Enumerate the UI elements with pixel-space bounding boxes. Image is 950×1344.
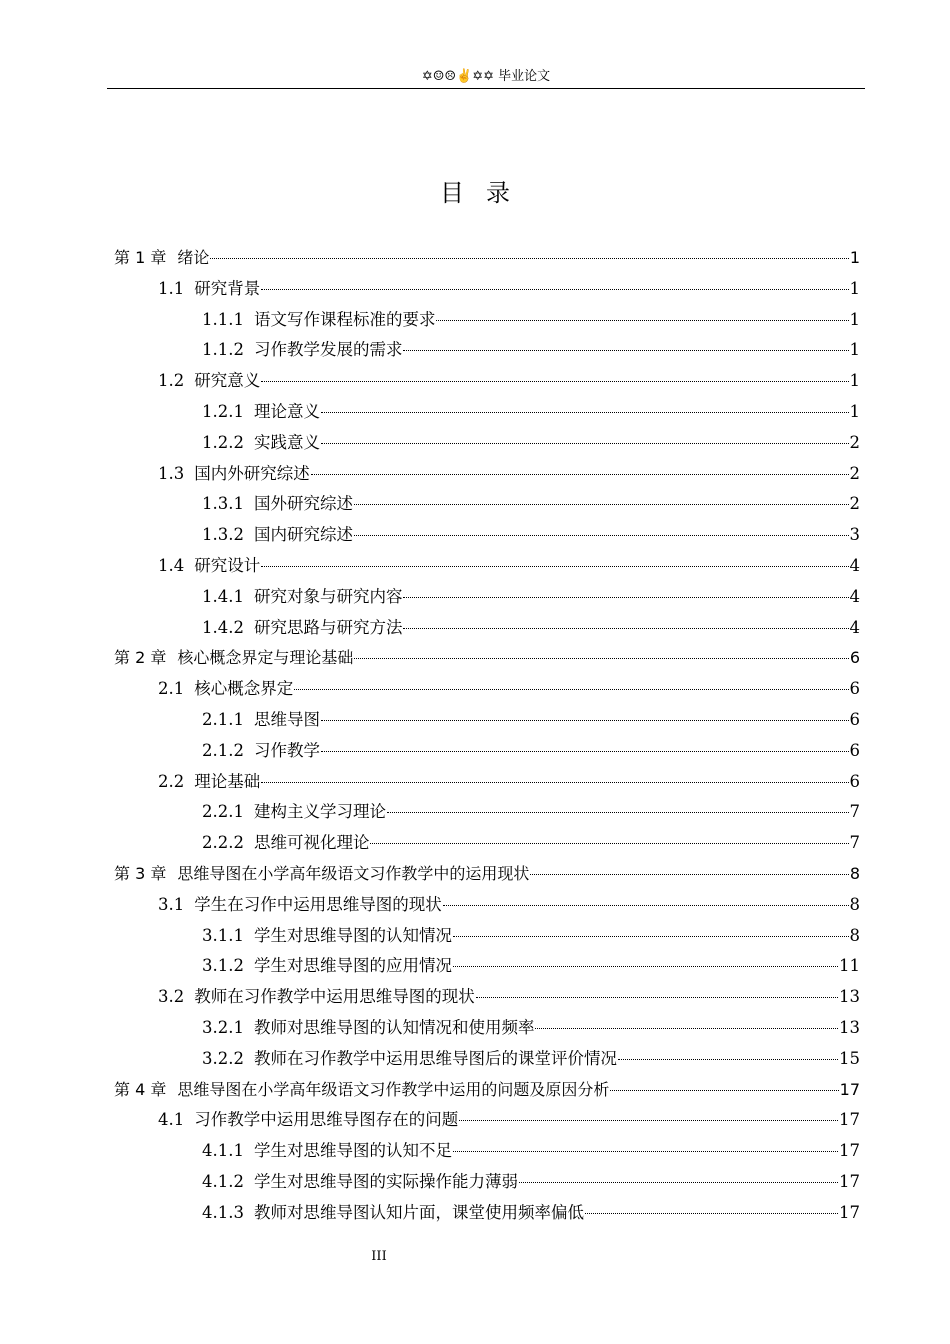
toc-entry-page: 2: [849, 432, 860, 452]
toc-leader-dots: [403, 628, 848, 629]
toc-leader-dots: [436, 320, 848, 321]
toc-entry-title: 教师在习作教学中运用思维导图的现状: [194, 987, 475, 1007]
toc-entry-page: 4: [849, 556, 860, 575]
toc-entry-page: 6: [849, 679, 860, 699]
toc-entry-title: 国内外研究综述: [194, 463, 310, 483]
toc-entry-title: 学生对思维导图的实际操作能力薄弱: [253, 1172, 518, 1191]
toc-entry-title: 研究设计: [194, 556, 261, 575]
header-rule: [107, 88, 865, 89]
toc-entry[interactable]: [202, 735, 860, 766]
toc-entry-number: 4.1.2: [202, 1172, 244, 1191]
toc-entry-title: 理论基础: [194, 771, 261, 791]
toc-leader-dots: [354, 535, 849, 536]
toc-entry[interactable]: [158, 673, 860, 704]
toc-entry[interactable]: [158, 1104, 860, 1135]
toc-entry-title: 研究对象与研究内容: [253, 586, 403, 606]
toc-leader-dots: [261, 782, 848, 783]
toc-entry[interactable]: [202, 1166, 860, 1197]
toc-entry[interactable]: [158, 889, 860, 920]
toc-leader-dots: [403, 597, 848, 598]
toc-entry-number: 第 1 章: [114, 248, 167, 267]
toc-entry-title: 思维导图: [253, 710, 320, 729]
toc-entry[interactable]: [114, 642, 860, 673]
toc-entry[interactable]: [158, 550, 860, 581]
toc-entry-number: 2.1.1: [202, 710, 244, 729]
toc-entry[interactable]: [114, 242, 860, 273]
toc-entry-number: 1.1: [158, 278, 185, 298]
toc-entry-number: 1.3.2: [202, 525, 244, 545]
toc-entry-title: 理论意义: [253, 402, 320, 421]
toc-entry[interactable]: [202, 1012, 860, 1043]
toc-entry[interactable]: [202, 581, 860, 612]
toc-entry-title: 习作教学发展的需求: [253, 340, 403, 360]
toc-entry-page: 3: [849, 525, 860, 545]
toc-entry-title: 语文写作课程标准的要求: [253, 309, 436, 329]
toc-leader-dots: [453, 1151, 838, 1152]
toc-entry-number: 1.3.1: [202, 494, 244, 514]
page-title: 目录: [440, 179, 532, 207]
toc-entry-number: 1.1.2: [202, 340, 244, 360]
toc-entry-title: 学生对思维导图的认知情况: [253, 925, 452, 945]
toc-entry[interactable]: [202, 396, 860, 427]
toc-entry-number: 1.2.2: [202, 432, 244, 452]
toc-leader-dots: [321, 443, 849, 444]
toc-leader-dots: [311, 474, 849, 475]
toc-entry-title: 国外研究综述: [253, 494, 353, 514]
toc-entry-page: 1: [849, 340, 860, 360]
toc-entry-page: 15: [839, 1048, 860, 1068]
toc-leader-dots: [585, 1213, 838, 1214]
toc-entry[interactable]: [158, 766, 860, 797]
toc-entry-number: 1.4.1: [202, 586, 244, 606]
toc-entry-title: 学生对思维导图的认知不足: [253, 1141, 452, 1161]
toc-entry-number: 第 4 章: [114, 1079, 167, 1099]
toc-entry-page: 13: [839, 1018, 860, 1037]
toc-leader-dots: [453, 936, 849, 937]
toc-entry-number: 3.2.1: [202, 1018, 244, 1037]
toc-entry-number: 4.1.3: [202, 1202, 244, 1222]
toc-leader-dots: [370, 843, 848, 844]
toc-entry-page: 13: [839, 987, 860, 1007]
toc-entry-page: 8: [849, 864, 860, 883]
toc-entry-title: 教师对思维导图的认知情况和使用频率: [253, 1018, 535, 1037]
toc-leader-dots: [610, 1090, 838, 1091]
toc-entry-number: 第 3 章: [114, 864, 167, 883]
toc-entry-page: 1: [849, 248, 860, 267]
toc-entry-title: 教师对思维导图认知片面，课堂使用频率偏低: [253, 1202, 584, 1222]
toc-leader-dots: [387, 812, 849, 813]
page-number: III: [371, 1249, 387, 1264]
toc-entry-title: 绪论: [177, 248, 210, 267]
toc-entry[interactable]: [202, 427, 860, 458]
toc-entry-title: 思维可视化理论: [253, 833, 370, 853]
toc-leader-dots: [530, 874, 848, 875]
toc-entry-title: 研究意义: [194, 371, 261, 391]
toc-entry-page: 7: [849, 802, 860, 822]
toc-leader-dots: [459, 1120, 838, 1121]
toc-leader-dots: [354, 504, 849, 505]
toc-entry-number: 4.1: [158, 1110, 185, 1130]
toc-entry-number: 1.3: [158, 463, 185, 483]
toc-entry[interactable]: [158, 458, 860, 489]
toc-entry-title: 国内研究综述: [253, 525, 353, 545]
toc-entry-number: 2.2.1: [202, 802, 244, 822]
toc-entry-page: 1: [849, 402, 860, 421]
toc-entry-page: 8: [849, 925, 860, 945]
toc-entry-page: 8: [849, 894, 860, 914]
toc-leader-dots: [443, 905, 849, 906]
toc-entry-number: 1.2.1: [202, 402, 244, 421]
toc-entry-title: 学生在习作中运用思维导图的现状: [194, 894, 442, 914]
toc-leader-dots: [519, 1182, 838, 1183]
toc-entry-title: 教师在习作教学中运用思维导图后的课堂评价情况: [253, 1048, 617, 1068]
toc-entry-number: 3.1: [158, 894, 185, 914]
toc-leader-dots: [261, 289, 848, 290]
toc-entry-page: 6: [849, 710, 860, 729]
toc-leader-dots: [453, 966, 838, 967]
toc-entry-title: 思维导图在小学高年级语文习作教学中的运用现状: [177, 864, 530, 883]
toc-entry-page: 17: [839, 1172, 860, 1191]
toc-entry[interactable]: [202, 1197, 860, 1228]
toc-entry-page: 17: [839, 1079, 860, 1099]
toc-entry-number: 1.4: [158, 556, 185, 575]
toc-entry-page: 4: [849, 617, 860, 637]
toc-entry-number: 2.1: [158, 679, 185, 699]
toc-leader-dots: [321, 412, 849, 413]
toc-entry-page: 2: [849, 494, 860, 514]
toc-entry[interactable]: [202, 1135, 860, 1166]
toc-leader-dots: [354, 658, 848, 659]
toc-entry-page: 11: [839, 956, 860, 976]
toc-leader-dots: [476, 997, 838, 998]
toc-entry-title: 核心概念界定与理论基础: [177, 648, 354, 668]
toc-leader-dots: [210, 258, 848, 259]
toc-leader-dots: [618, 1059, 838, 1060]
toc-entry[interactable]: [114, 858, 860, 889]
toc-entry-number: 1.1.1: [202, 309, 244, 329]
toc-entry-page: 1: [849, 278, 860, 298]
toc-entry-number: 2.2.2: [202, 833, 244, 853]
toc-leader-dots: [321, 720, 849, 721]
toc-entry-title: 思维导图在小学高年级语文习作教学中运用的问题及原因分析: [177, 1079, 610, 1099]
toc-entry-page: 6: [849, 648, 860, 668]
toc-entry-title: 学生对思维导图的应用情况: [253, 956, 452, 976]
toc-leader-dots: [535, 1028, 838, 1029]
toc-entry-page: 6: [849, 740, 860, 760]
toc-entry-number: 3.2: [158, 987, 185, 1007]
toc-entry-page: 17: [839, 1110, 860, 1130]
toc-leader-dots: [321, 751, 849, 752]
toc-entry[interactable]: [202, 488, 860, 519]
toc-entry-number: 3.2.2: [202, 1048, 244, 1068]
toc-entry-title: 研究思路与研究方法: [253, 617, 403, 637]
toc-entry-page: 1: [849, 309, 860, 329]
toc-entry-page: 6: [849, 771, 860, 791]
toc-leader-dots: [261, 566, 848, 567]
toc-entry[interactable]: [202, 704, 860, 735]
toc-leader-dots: [403, 350, 848, 351]
toc-entry[interactable]: [202, 612, 860, 643]
toc-entry[interactable]: [158, 365, 860, 396]
toc-entry[interactable]: [202, 950, 860, 981]
toc-entry-title: 核心概念界定: [194, 679, 294, 699]
toc-entry-title: 习作教学中运用思维导图存在的问题: [194, 1110, 459, 1130]
toc-entry-page: 7: [849, 833, 860, 853]
toc-entry-title: 习作教学: [253, 740, 320, 760]
toc-entry[interactable]: [202, 1043, 860, 1074]
toc-entry[interactable]: [158, 981, 860, 1012]
toc-entry-page: 4: [849, 586, 860, 606]
toc-entry-title: 实践意义: [253, 432, 320, 452]
toc-entry-number: 1.4.2: [202, 617, 244, 637]
toc-entry[interactable]: [202, 796, 860, 827]
toc-entry-number: 2.2: [158, 771, 185, 791]
toc-entry[interactable]: [202, 827, 860, 858]
toc-entry[interactable]: [202, 920, 860, 951]
toc-entry-title: 研究背景: [194, 278, 261, 298]
toc-entry-number: 4.1.1: [202, 1141, 244, 1161]
toc-entry-number: 3.1.1: [202, 925, 244, 945]
toc-entry-page: 17: [839, 1141, 860, 1161]
page-header: ✡☺☹✌✡✡ 毕业论文: [421, 69, 551, 84]
toc-leader-dots: [261, 381, 848, 382]
toc-entry-title: 建构主义学习理论: [253, 802, 386, 822]
toc-entry-number: 第 2 章: [114, 648, 167, 668]
toc-leader-dots: [294, 689, 848, 690]
toc-entry-page: 17: [839, 1202, 860, 1222]
toc-entry-page: 2: [849, 463, 860, 483]
toc-entry[interactable]: [158, 273, 860, 304]
toc-entry-number: 2.1.2: [202, 740, 244, 760]
toc-entry[interactable]: [202, 519, 860, 550]
toc-entry[interactable]: [114, 1074, 860, 1105]
toc-entry[interactable]: [202, 334, 860, 365]
toc-entry-number: 3.1.2: [202, 956, 244, 976]
toc-entry-page: 1: [849, 371, 860, 391]
toc-entry[interactable]: [202, 304, 860, 335]
toc-entry-number: 1.2: [158, 371, 185, 391]
